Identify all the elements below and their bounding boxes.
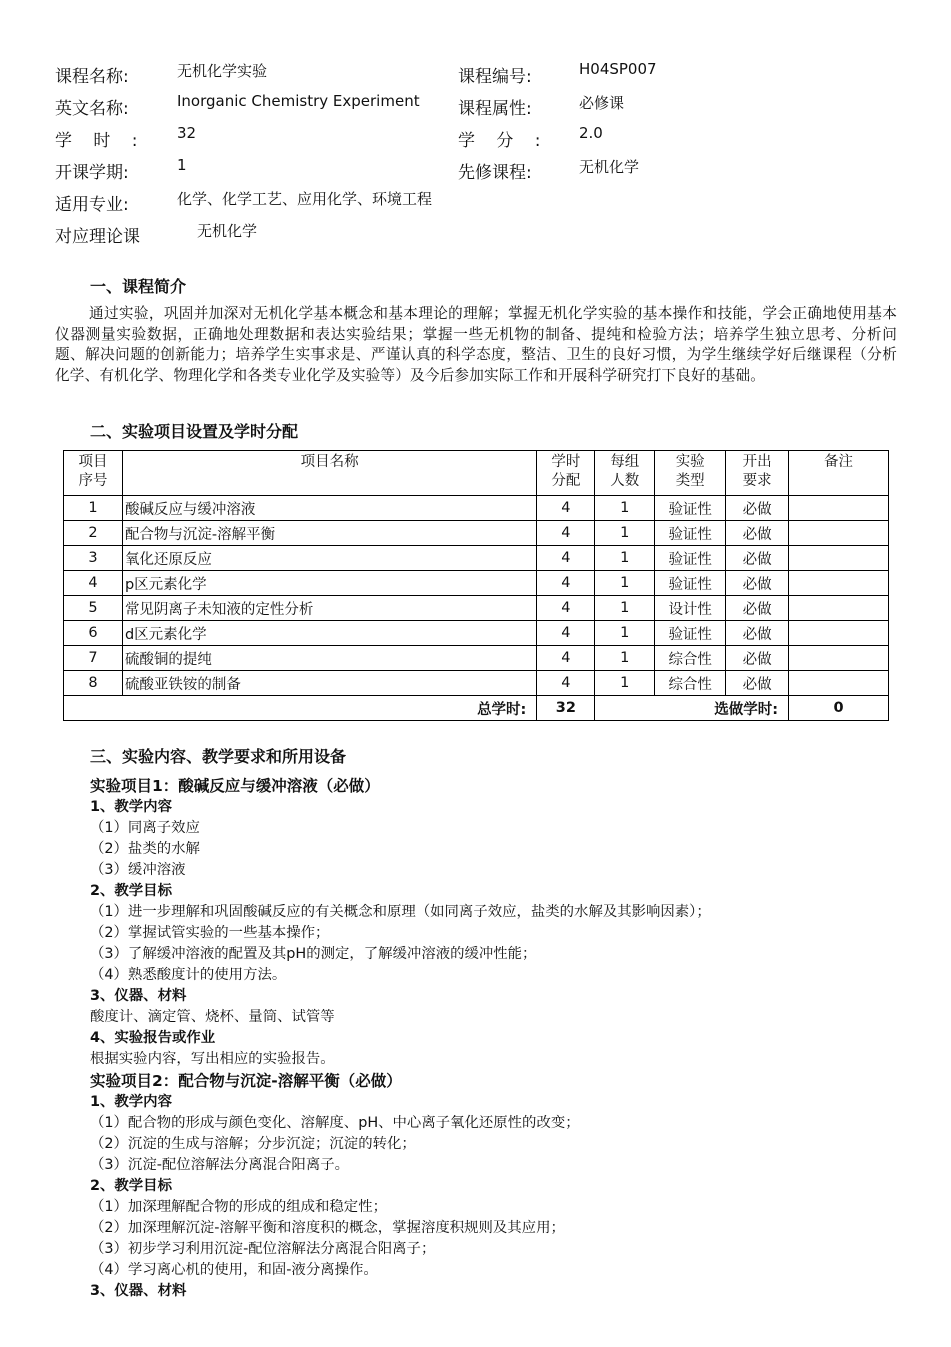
semester-label: 开课学期: <box>55 163 129 183</box>
header-hours: 学时 分配 <box>537 451 595 496</box>
subheading: 2、教学目标 <box>90 1178 172 1194</box>
info-row-hours <box>55 120 895 152</box>
table-row: 1 酸碱反应与缓冲溶液 4 1 验证性 必做 <box>64 496 889 521</box>
content-line: （1）加深理解配合物的形成的组成和稳定性； <box>90 1199 387 1215</box>
content-line: （4）熟悉酸度计的使用方法。 <box>90 967 287 983</box>
content-line: （2）盐类的水解 <box>90 841 200 857</box>
total-hours-value: 32 <box>537 696 595 721</box>
header-name: 项目名称 <box>122 451 536 496</box>
hours-value: 32 <box>177 124 197 142</box>
credits-value: 2.0 <box>579 124 603 142</box>
header-group: 每组 人数 <box>595 451 655 496</box>
credits-label: 学 分 : <box>458 131 549 151</box>
subheading: 3、仪器、材料 <box>90 1283 187 1299</box>
majors-value: 化学、化学工艺、应用化学、环境工程 <box>177 190 433 208</box>
content-line: 根据实验内容，写出相应的实验报告。 <box>90 1051 335 1067</box>
elective-hours-value: 0 <box>789 696 889 721</box>
content-line: （3）了解缓冲溶液的配置及其pH的测定，了解缓冲溶液的缓冲性能； <box>90 946 537 962</box>
course-intro-paragraph: 通过实验，巩固并加深对无机化学基本概念和基本理论的理解；掌握无机化学实验的基本操作和技能，学会正确地使用基本仪器测量实验数据，正确地处理数据和表达实验结果；掌握一些无机物的制备、提纯和检验方法；培养学生独立思考、分析问题、解决问题的创新能力；培养学生实事求是、严谨认真的科学态度，整洁、卫生的良好习惯，为学生继续学好后继课程（分析化学、有机化学、物理化学和各类专业化学及实验等）及今后参加实际工作和开展科学研究打下良好的基础。 <box>55 305 897 384</box>
course-code-label: 课程编号: <box>458 67 532 87</box>
table-row: 7 硫酸铜的提纯 4 1 综合性 必做 <box>64 646 889 671</box>
course-code-value: H04SP007 <box>579 60 657 78</box>
course-type-label: 课程属性: <box>458 99 532 119</box>
info-row-majors <box>55 184 895 216</box>
course-name-value: 无机化学实验 <box>177 62 268 80</box>
subheading: 4、实验报告或作业 <box>90 1030 216 1046</box>
english-name-label: 英文名称: <box>55 99 129 119</box>
content-line: （1）进一步理解和巩固酸碱反应的有关概念和原理（如同离子效应，盐类的水解及其影响因素）； <box>90 904 711 920</box>
subheading: 1、教学内容 <box>90 799 172 815</box>
section-3-title: 三、实验内容、教学要求和所用设备 <box>90 747 347 766</box>
header-type: 实验 类型 <box>655 451 726 496</box>
header-no: 项目 序号 <box>64 451 123 496</box>
content-line: （1）同离子效应 <box>90 820 200 836</box>
subheading: 3、仪器、材料 <box>90 988 187 1004</box>
total-hours-label: 总学时: <box>64 696 537 721</box>
course-type-value: 必修课 <box>579 94 625 112</box>
table-row: 6 d区元素化学 4 1 验证性 必做 <box>64 621 889 646</box>
section-1-title: 一、课程简介 <box>90 277 187 296</box>
content-line: （3）沉淀-配位溶解法分离混合阳离子。 <box>90 1157 349 1173</box>
table-total-row <box>64 696 889 721</box>
majors-label: 适用专业: <box>55 195 129 215</box>
prerequisite-value: 无机化学 <box>579 158 640 176</box>
theory-course-value: 无机化学 <box>197 222 258 240</box>
section-2-title: 二、实验项目设置及学时分配 <box>90 422 299 441</box>
prerequisite-label: 先修课程: <box>458 163 532 183</box>
project-1-title: 实验项目1：酸碱反应与缓冲溶液（必做） <box>90 777 380 795</box>
table-row: 4 p区元素化学 4 1 验证性 必做 <box>64 571 889 596</box>
header-req: 开出 要求 <box>726 451 789 496</box>
content-line: （1）配合物的形成与颜色变化、溶解度、pH、中心离子氧化还原性的改变； <box>90 1115 580 1131</box>
elective-hours-label: 选做学时: <box>595 696 789 721</box>
info-row-theory <box>55 216 895 248</box>
table-row: 3 氧化还原反应 4 1 验证性 必做 <box>64 546 889 571</box>
table-row: 5 常见阴离子未知液的定性分析 4 1 设计性 必做 <box>64 596 889 621</box>
header-note: 备注 <box>789 451 889 496</box>
section-3-content <box>90 775 910 1302</box>
content-line: （3）缓冲溶液 <box>90 862 186 878</box>
content-line: （2）掌握试管实验的一些基本操作； <box>90 925 330 941</box>
course-info-block <box>55 56 895 248</box>
info-row-name <box>55 56 895 88</box>
semester-value: 1 <box>177 156 187 174</box>
course-name-label: 课程名称: <box>55 67 129 87</box>
table-row: 8 硫酸亚铁铵的制备 4 1 综合性 必做 <box>64 671 889 696</box>
subheading: 1、教学内容 <box>90 1094 172 1110</box>
content-line: 酸度计、滴定管、烧杯、量筒、试管等 <box>90 1009 335 1025</box>
info-row-semester <box>55 152 895 184</box>
project-2-title: 实验项目2：配合物与沉淀-溶解平衡（必做） <box>90 1072 402 1090</box>
content-line: （3）初步学习利用沉淀-配位溶解法分离混合阳离子； <box>90 1241 436 1257</box>
theory-course-label: 对应理论课 <box>55 227 140 247</box>
english-name-value: Inorganic Chemistry Experiment <box>177 92 420 110</box>
subheading: 2、教学目标 <box>90 883 172 899</box>
table-header-row <box>64 451 889 496</box>
hours-allocation-table <box>63 450 889 721</box>
content-line: （2）沉淀的生成与溶解；分步沉淀；沉淀的转化； <box>90 1136 416 1152</box>
hours-label: 学 时 : <box>55 131 146 151</box>
content-line: （4）学习离心机的使用，和固-液分离操作。 <box>90 1262 378 1278</box>
content-line: （2）加深理解沉淀-溶解平衡和溶度积的概念，掌握溶度积规则及其应用； <box>90 1220 565 1236</box>
table-row: 2 配合物与沉淀-溶解平衡 4 1 验证性 必做 <box>64 521 889 546</box>
info-row-english <box>55 88 895 120</box>
